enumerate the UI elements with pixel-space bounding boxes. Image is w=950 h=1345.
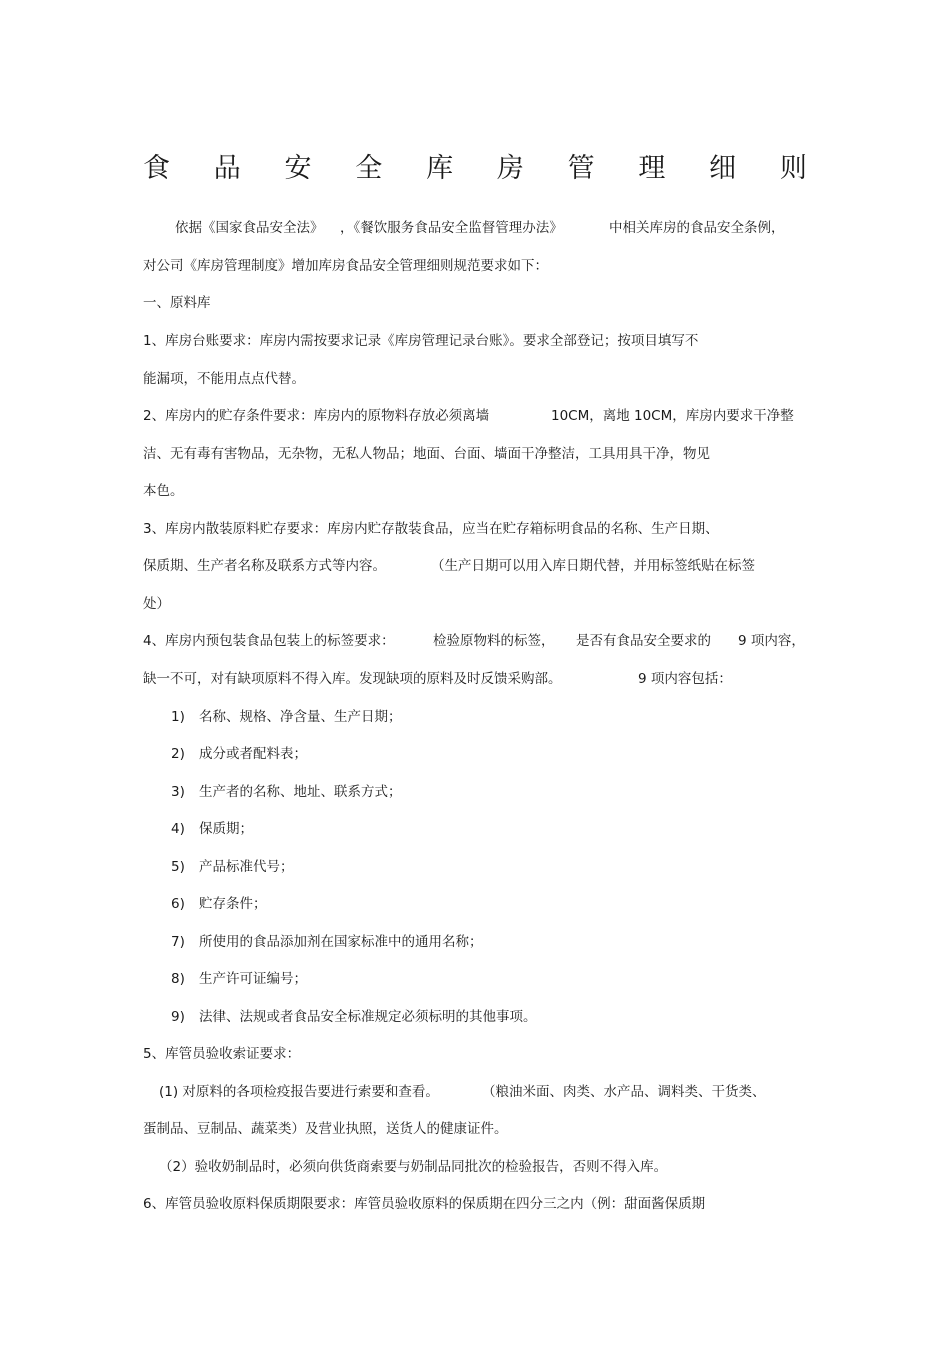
paragraph-line: 能漏项，不能用点点代替。 [143,371,305,387]
text-segment: 4、库房内预包装食品包装上的标签要求： [143,633,395,649]
list-text: 成分或者配料表； [199,746,307,762]
list-number: 9) [171,1009,185,1025]
section-heading: 一、原料库 [143,295,211,311]
list-text: 名称、规格、净含量、生产日期； [199,709,402,725]
text-segment: 检验原物料的标签， [433,633,555,649]
paragraph-line: （2）验收奶制品时，必须向供货商索要与奶制品同批次的检验报告，否则不得入库。 [159,1159,668,1175]
list-item [171,783,402,801]
paragraph-line: 处） [143,596,170,612]
paragraph-line: 1、库房台账要求：库房内需按要求记录《库房管理记录台账》。要求全部登记；按项目填写不 [143,333,699,349]
list-number: 1) [171,709,185,725]
paragraph-line: 5、库管员验收索证要求： [143,1046,301,1062]
title-char: 理 [638,153,666,184]
list-item [171,933,483,951]
text-segment: 9 项内容， [738,633,805,649]
list-number: 5) [171,859,185,875]
list-text: 贮存条件； [199,896,267,912]
paragraph-line: 3、库房内散装原料贮存要求：库房内贮存散装食品，应当在贮存箱标明食品的名称、生产日期、 [143,521,719,537]
list-text: 法律、法规或者食品安全标准规定必须标明的其他事项。 [199,1009,537,1025]
paragraph-line: 本色。 [143,483,184,499]
title-char: 则 [779,153,807,184]
text-segment: 保质期、生产者名称及联系方式等内容。 [143,558,386,574]
title-char: 品 [213,153,241,184]
title-char: 食 [143,153,170,184]
text-segment: 10CM，库房内要求干净整 [634,408,794,424]
list-number: 8) [171,971,185,987]
paragraph-line: 蛋制品、豆制品、蔬菜类）及营业执照，送货人的健康证件。 [143,1121,508,1137]
text-segment: （生产日期可以用入库日期代替，并用标签纸贴在标签 [431,558,755,574]
intro-line-2: 对公司《库房管理制度》增加库房食品安全管理细则规范要求如下： [143,258,548,274]
title-char: 细 [709,153,737,184]
list-number: 2) [171,746,185,762]
list-number: 3) [171,784,185,800]
list-item [171,708,402,726]
list-item [171,858,294,876]
title-char: 房 [496,153,524,184]
text-segment: 10CM，离地 [551,408,630,424]
paragraph-line: 洁、无有毒有害物品，无杂物，无私人物品；地面、台面、墙面干净整洁，工具用具干净，物见 [143,446,710,462]
list-item [171,895,267,913]
intro-text: 中相关库房的食品安全条例， [609,220,785,236]
list-item [171,820,253,838]
intro-text: 依据《国家食品安全法》 [175,220,324,236]
list-item [171,1008,537,1026]
text-segment: (1) 对原料的各项检疫报告要进行索要和查看。 [159,1084,439,1100]
title-char: 库 [426,153,454,184]
list-number: 4) [171,821,185,837]
text-segment: （粮油米面、肉类、水产品、调料类、干货类、 [482,1084,766,1100]
list-item [171,970,307,988]
title-char: 管 [567,153,595,184]
text-segment: 是否有食品安全要求的 [576,633,711,649]
title-char: 安 [284,153,312,184]
text-segment: 2、库房内的贮存条件要求：库房内的原物料存放必须离墙 [143,408,490,424]
text-segment: 缺一不可，对有缺项原料不得入库。发现缺项的原料及时反馈采购部。 [143,671,562,687]
list-text: 生产者的名称、地址、联系方式； [199,784,402,800]
list-text: 所使用的食品添加剂在国家标准中的通用名称； [199,934,483,950]
list-text: 保质期； [199,821,253,837]
list-number: 7) [171,934,185,950]
title-char: 全 [355,153,383,184]
list-item [171,745,307,763]
document-title [143,146,807,185]
text-segment: 9 项内容包括： [638,671,732,687]
list-text: 产品标准代号； [199,859,294,875]
intro-text: ，《餐饮服务食品安全监督管理办法》 [340,220,563,236]
list-number: 6) [171,896,185,912]
list-text: 生产许可证编号； [199,971,307,987]
paragraph-line: 6、库管员验收原料保质期限要求：库管员验收原料的保质期在四分三之内（例：甜面酱保质期 [143,1196,706,1212]
